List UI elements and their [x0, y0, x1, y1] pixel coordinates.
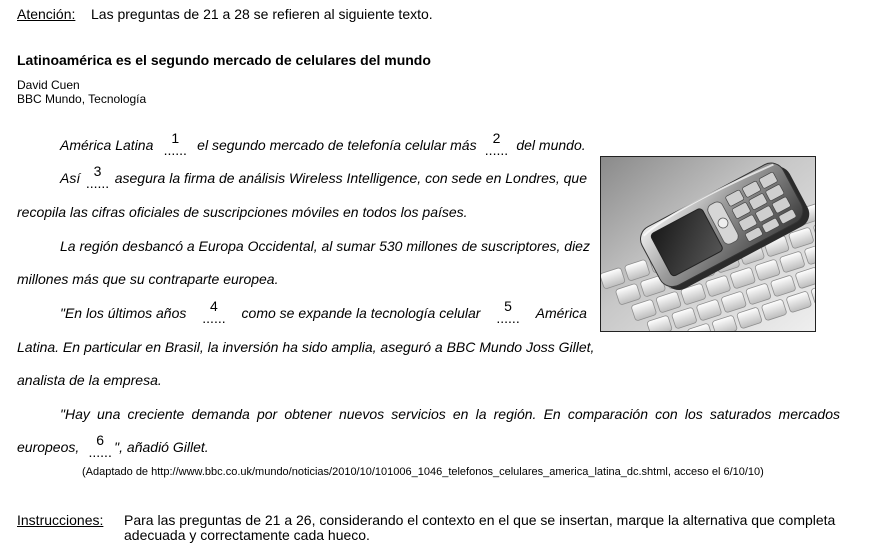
blank-1 — [162, 130, 188, 158]
blank-number: 5 — [504, 298, 512, 314]
article-title: Latinoamérica es el segundo mercado de celulares del mundo — [17, 52, 431, 68]
line-1-part-b: el segundo mercado de telefonía celular más — [197, 137, 477, 153]
blank-number: 6 — [96, 432, 105, 448]
blank-dots: ...... — [85, 175, 110, 191]
line-6-part-a: "En los últimos años — [60, 305, 187, 321]
paragraph-line-8: analista de la empresa. — [17, 372, 162, 388]
article-section: BBC Mundo, Tecnología — [17, 92, 147, 106]
line-6-part-b: como se expande la tecnología celular — [241, 305, 481, 321]
blank-number: 2 — [492, 130, 501, 146]
article-author: David Cuen — [17, 78, 80, 92]
instructions-line-1: Para las preguntas de 21 a 26, considerando el contexto en el que se insertan, marque la alternativa que completa — [124, 512, 836, 528]
blank-dots: ...... — [163, 142, 187, 158]
paragraph-line-5: millones más que su contraparte europea. — [17, 271, 279, 287]
instructions-label: Instrucciones: — [17, 512, 104, 528]
blank-number: 3 — [93, 163, 102, 179]
paragraph-line-6 — [60, 298, 587, 326]
paragraph-line-4: La región desbancó a Europa Occidental, al sumar 530 millones de suscriptores, diez — [60, 238, 590, 254]
blank-dots: ...... — [88, 444, 112, 460]
phone-keyboard-image — [601, 157, 815, 331]
line-2-part-a: Así — [60, 170, 81, 186]
paragraph-line-7: Latina. En particular en Brasil, la inversión ha sido amplia, aseguró a BBC Mundo Joss Gillet, — [17, 339, 595, 355]
blank-6 — [87, 432, 113, 460]
line-1-part-a: América Latina — [60, 137, 154, 153]
attention-label: Atención: — [17, 6, 76, 22]
blank-5 — [495, 298, 521, 326]
source-citation: (Adaptado de http://www.bbc.co.uk/mundo/noticias/2010/10/101006_1046_telefonos_celulares_america_latina_dc.shtml, acceso el 6/10/10) — [82, 466, 764, 478]
line-2-part-b: asegura la firma de análisis Wireless Intelligence, con sede en Londres, que — [114, 170, 587, 186]
blank-dots: ...... — [484, 142, 509, 158]
instructions-line-2: adecuada y correctamente cada hueco. — [124, 527, 370, 543]
blank-3 — [84, 163, 110, 191]
line-10-part-a: europeos, — [17, 439, 80, 455]
paragraph-line-1 — [60, 130, 586, 158]
attention-text: Las preguntas de 21 a 28 se refieren al siguiente texto. — [91, 6, 433, 22]
paragraph-line-9: "Hay una creciente demanda por obtener nuevos servicios en la región. En comparación con los saturados mercados — [60, 406, 840, 422]
blank-dots: ...... — [202, 310, 226, 326]
blank-4 — [201, 298, 227, 326]
line-1-part-c: del mundo. — [516, 137, 586, 153]
line-10-part-b: ", añadió Gillet. — [114, 439, 209, 455]
blank-number: 4 — [210, 298, 218, 314]
blank-2 — [483, 130, 509, 158]
blank-number: 1 — [171, 130, 180, 146]
line-6-part-c: América — [535, 305, 587, 321]
paragraph-line-2 — [60, 163, 587, 191]
paragraph-line-3: recopila las cifras oficiales de suscripciones móviles en todos los países. — [17, 204, 468, 220]
paragraph-line-10 — [17, 432, 209, 460]
blank-dots: ...... — [496, 310, 520, 326]
mobile-phone-photo — [600, 156, 816, 332]
